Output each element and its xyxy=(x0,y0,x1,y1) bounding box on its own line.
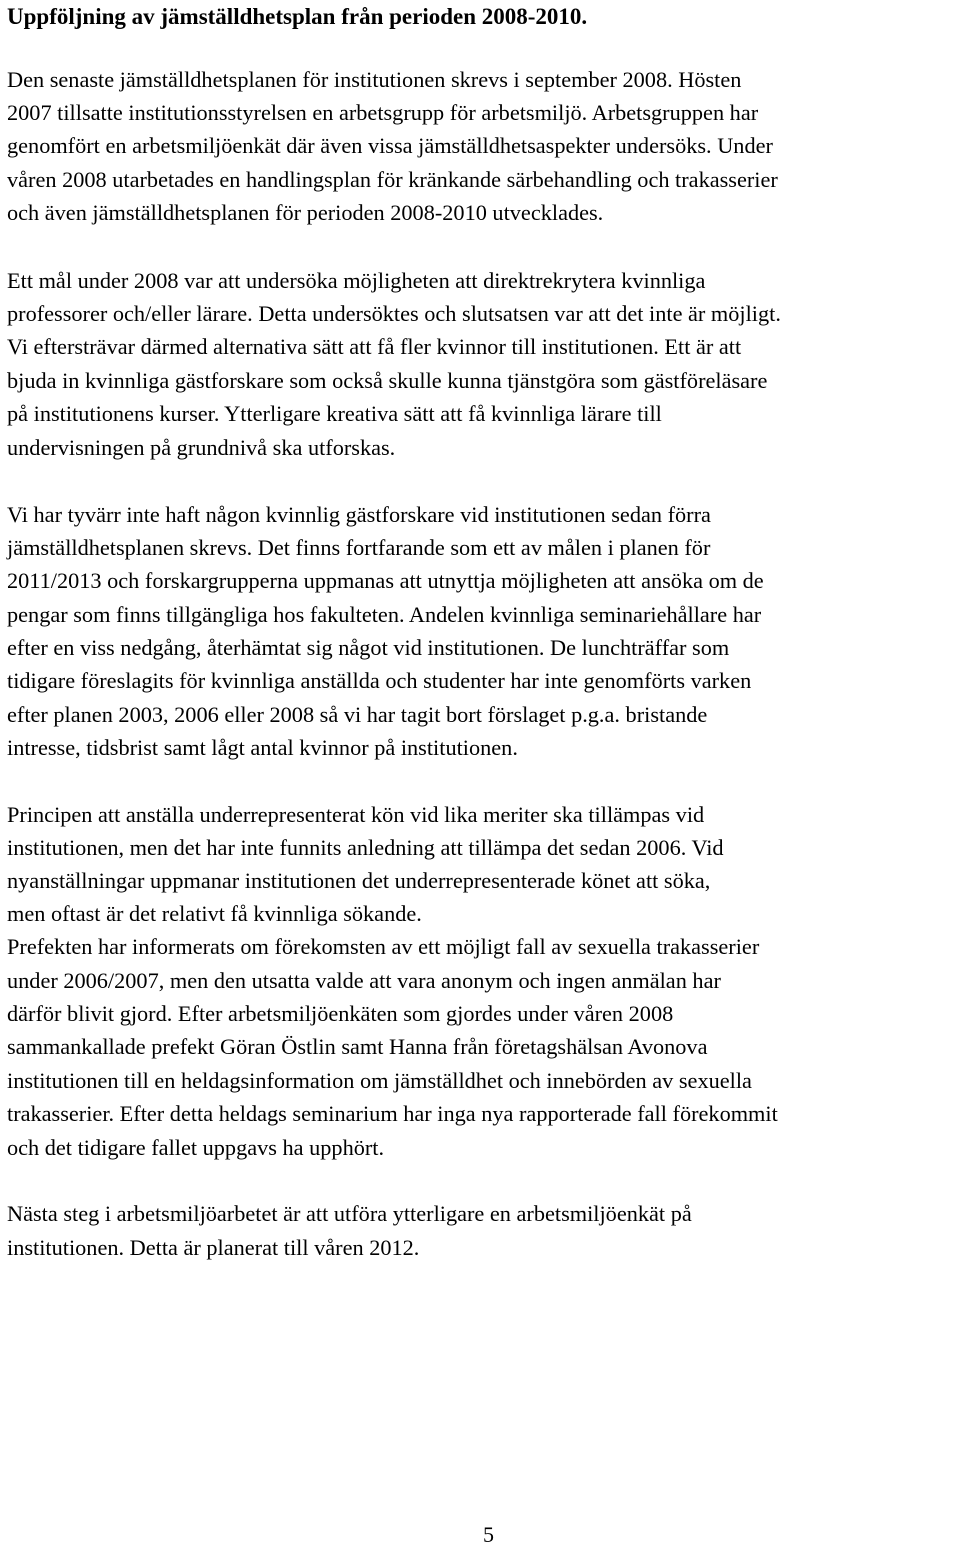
paragraph-line: på institutionens kurser. Ytterligare kreativa sätt att få kvinnliga lärare till xyxy=(7,401,662,426)
paragraph-line: undervisningen på grundnivå ska utforskas. xyxy=(7,435,396,460)
document-heading: Uppföljning av jämställdhetsplan från perioden 2008-2010. xyxy=(7,4,588,29)
paragraph-line: därför blivit gjord. Efter arbetsmiljöenkäten som gjordes under våren 2008 xyxy=(7,1001,674,1026)
paragraph-line: och det tidigare fallet uppgavs ha upphört. xyxy=(7,1135,385,1160)
paragraph-line: och även jämställdhetsplanen för perioden 2008-2010 utvecklades. xyxy=(7,200,604,225)
paragraph-line: Principen att anställa underrepresenterat kön vid lika meriter ska tillämpas vid xyxy=(7,802,705,827)
paragraph-line: nyanställningar uppmanar institutionen det underrepresenterade könet att söka, xyxy=(7,868,711,893)
paragraph-line: Vi eftersträvar därmed alternativa sätt att få fler kvinnor till institutionen. Ett är att xyxy=(7,334,742,359)
paragraph-line: 2011/2013 och forskargrupperna uppmanas att utnyttja möjligheten att ansöka om de xyxy=(7,568,764,593)
paragraph-line: Vi har tyvärr inte haft någon kvinnlig gästforskare vid institutionen sedan förra xyxy=(7,502,711,527)
paragraph-line: tidigare föreslagits för kvinnliga anställda och studenter har inte genomförts varken xyxy=(7,668,752,693)
paragraph-line: under 2006/2007, men den utsatta valde att vara anonym och ingen anmälan har xyxy=(7,968,721,993)
page-number: 5 xyxy=(483,1522,494,1547)
paragraph-line: våren 2008 utarbetades en handlingsplan för kränkande särbehandling och trakasserier xyxy=(7,167,778,192)
paragraph-line: trakasserier. Efter detta heldags seminarium har inga nya rapporterade fall förekommit xyxy=(7,1101,778,1126)
paragraph-line: institutionen till en heldagsinformation om jämställdhet och innebörden av sexuella xyxy=(7,1068,752,1093)
paragraph-line: Nästa steg i arbetsmiljöarbetet är att utföra ytterligare en arbetsmiljöenkät på xyxy=(7,1201,692,1226)
paragraph-line: institutionen, men det har inte funnits anledning att tillämpa det sedan 2006. Vid xyxy=(7,835,724,860)
paragraph-line: Den senaste jämställdhetsplanen för institutionen skrevs i september 2008. Hösten xyxy=(7,67,742,92)
paragraph-line: jämställdhetsplanen skrevs. Det finns fortfarande som ett av målen i planen för xyxy=(7,535,711,560)
paragraph-line: institutionen. Detta är planerat till våren 2012. xyxy=(7,1235,420,1260)
paragraph-line: professorer och/eller lärare. Detta undersöktes och slutsatsen var att det inte är möjligt. xyxy=(7,301,781,326)
paragraph-line: sammankallade prefekt Göran Östlin samt Hanna från företagshälsan Avonova xyxy=(7,1034,708,1059)
paragraph-line: efter planen 2003, 2006 eller 2008 så vi har tagit bort förslaget p.g.a. bristande xyxy=(7,702,708,727)
paragraph-line: efter en viss nedgång, återhämtat sig något vid institutionen. De lunchträffar som xyxy=(7,635,730,660)
paragraph-line: men oftast är det relativt få kvinnliga sökande. xyxy=(7,901,422,926)
paragraph-line: 2007 tillsatte institutionsstyrelsen en arbetsgrupp för arbetsmiljö. Arbetsgruppen har xyxy=(7,100,759,125)
paragraph-line: pengar som finns tillgängliga hos fakulteten. Andelen kvinnliga seminariehållare har xyxy=(7,602,762,627)
paragraph-line: bjuda in kvinnliga gästforskare som också skulle kunna tjänstgöra som gästföreläsare xyxy=(7,368,768,393)
paragraph-line: Prefekten har informerats om förekomsten av ett möjligt fall av sexuella trakasserier xyxy=(7,934,760,959)
paragraph-line: genomfört en arbetsmiljöenkät där även vissa jämställdhetsaspekter undersöks. Under xyxy=(7,133,773,158)
paragraph-line: intresse, tidsbrist samt lågt antal kvinnor på institutionen. xyxy=(7,735,518,760)
paragraph-line: Ett mål under 2008 var att undersöka möjligheten att direktrekrytera kvinnliga xyxy=(7,268,706,293)
